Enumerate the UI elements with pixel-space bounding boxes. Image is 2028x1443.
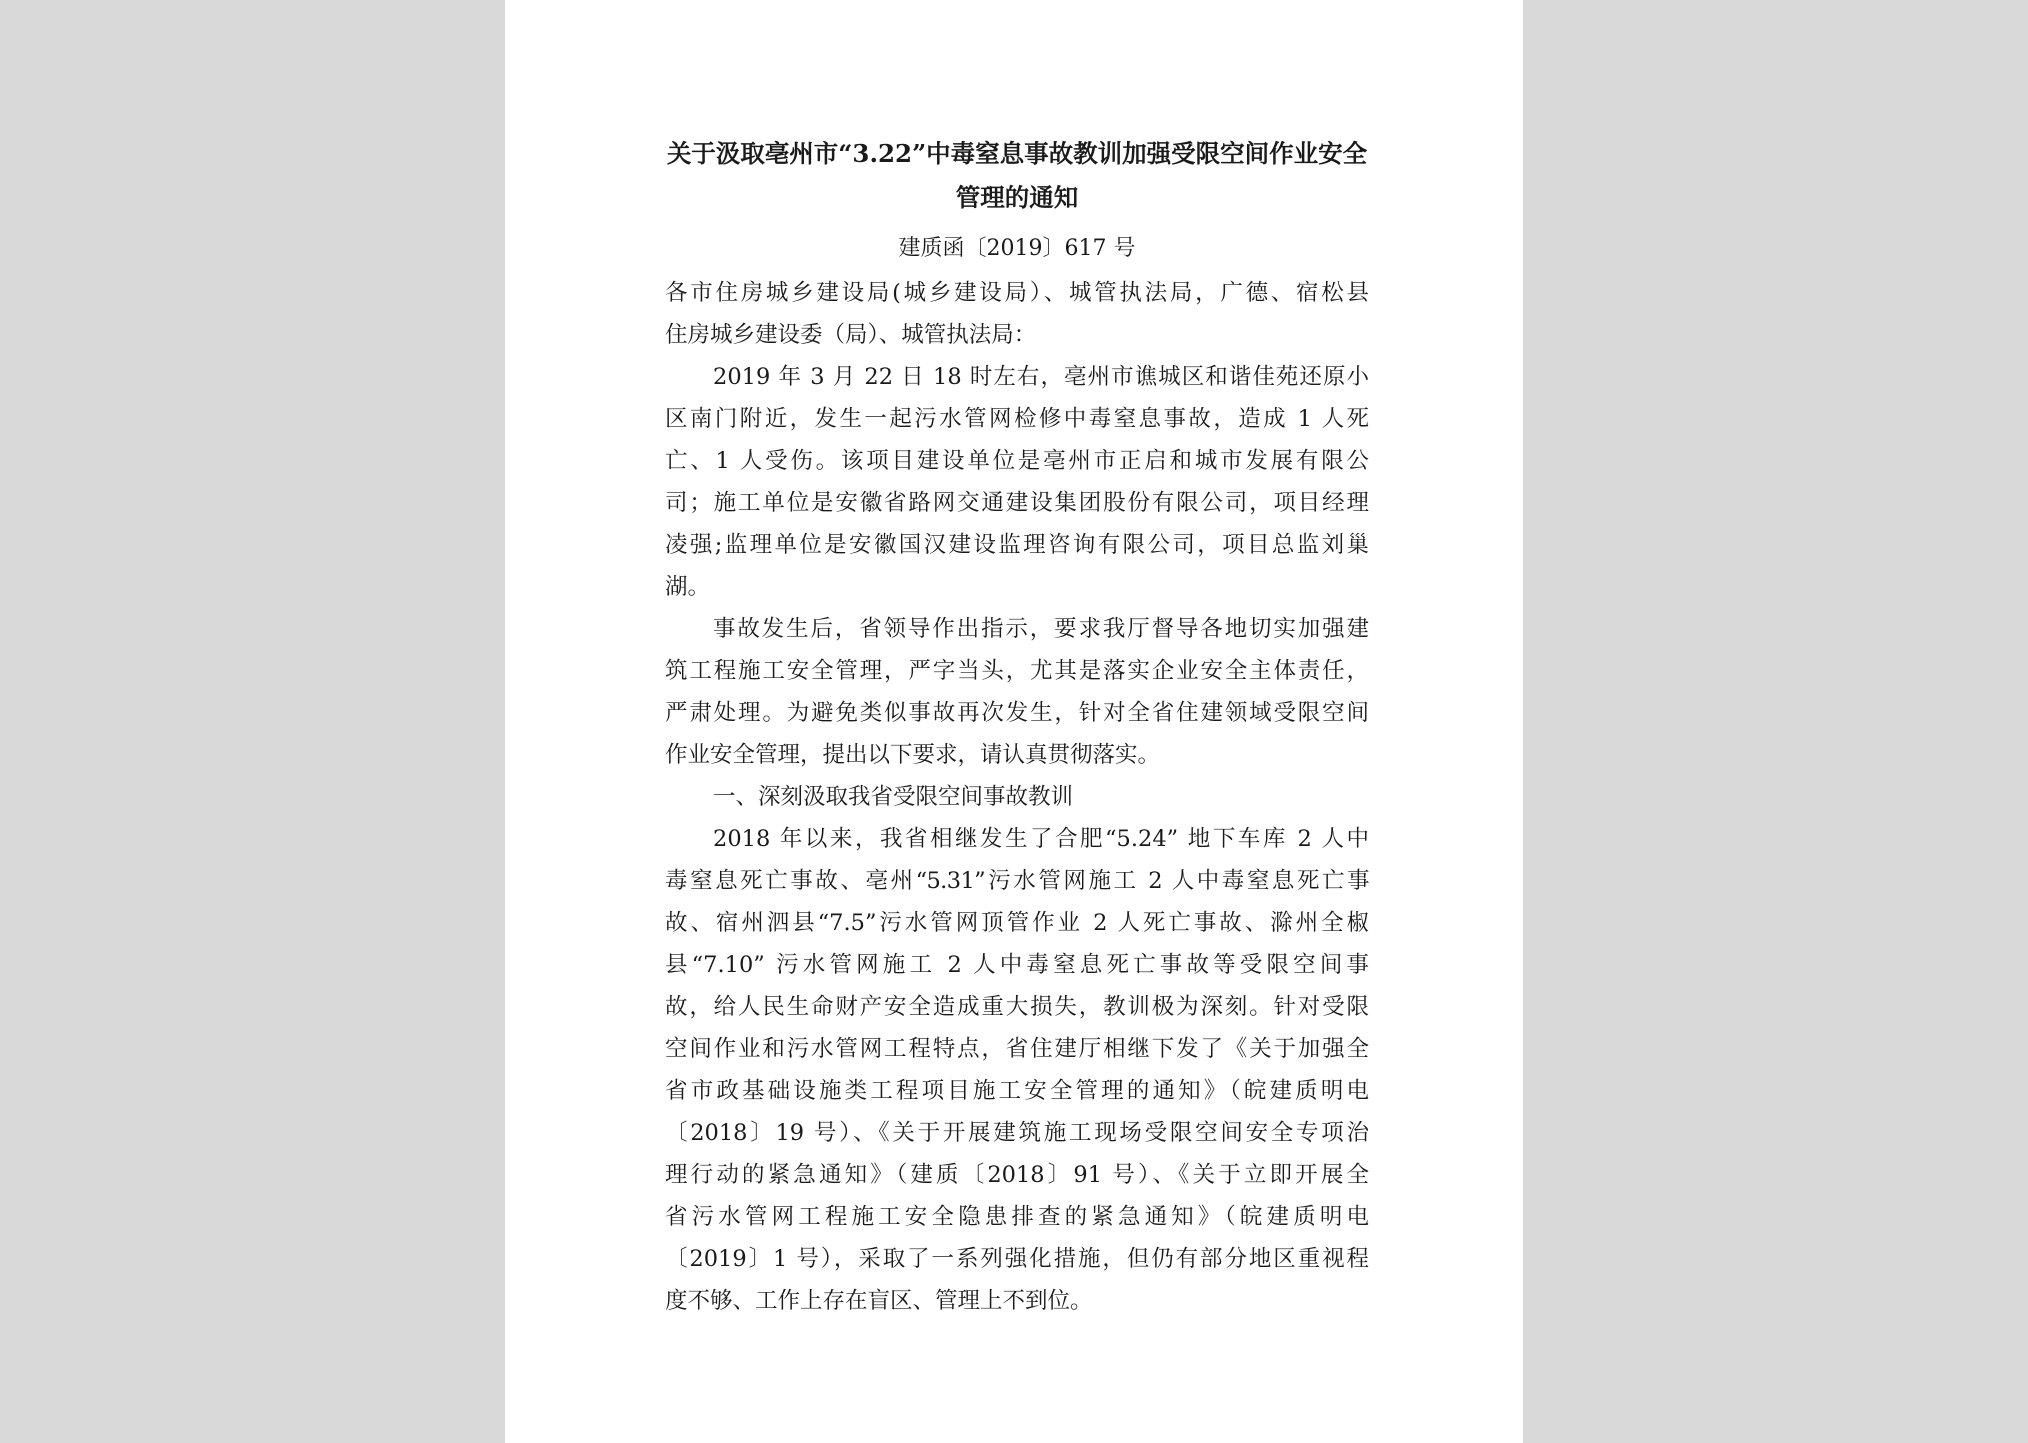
body-line: 亡、1 人受伤。该项目建设单位是亳州市正启和城市发展有限公	[665, 448, 1369, 474]
body-line: 空间作业和污水管网工程特点，省住建厅相继下发了《关于加强全	[665, 1036, 1369, 1062]
title-line: 关于汲取亳州市“3.22”中毒窒息事故教训加强受限空间作业安全	[666, 139, 1368, 168]
body-line: 故、宿州泗县“7.5”污水管网顶管作业 2 人死亡事故、滁州全椒	[665, 910, 1369, 936]
body-line: 省污水管网工程施工安全隐患排查的紧急通知》（皖建质明电	[665, 1204, 1369, 1230]
body-line: 〔2019〕1 号），采取了一系列强化措施，但仍有部分地区重视程	[665, 1246, 1369, 1272]
body-line: 省市政基础设施类工程项目施工安全管理的通知》（皖建质明电	[665, 1078, 1369, 1104]
body-line: 事故发生后，省领导作出指示，要求我厅督导各地切实加强建	[713, 616, 1369, 642]
page-content	[665, 132, 1369, 1322]
document-number: 建质函〔2019〕617 号	[898, 236, 1136, 261]
body-line: 区南门附近，发生一起污水管网检修中毒窒息事故，造成 1 人死	[665, 406, 1369, 432]
document-body	[665, 272, 1369, 1322]
body-line: 毒窒息死亡事故、亳州“5.31”污水管网施工 2 人中毒窒息死亡事	[665, 868, 1369, 894]
body-line: 凌强;监理单位是安徽国汉建设监理咨询有限公司，项目总监刘巢	[665, 532, 1369, 558]
body-line: 司；施工单位是安徽省路网交通建设集团股份有限公司，项目经理	[665, 490, 1369, 516]
body-line: 2018 年以来，我省相继发生了合肥“5.24” 地下车库 2 人中	[713, 826, 1369, 852]
body-line: 2019 年 3 月 22 日 18 时左右，亳州市谯城区和谐佳苑还原小	[713, 364, 1369, 390]
document-page	[505, 0, 1523, 1443]
document-title	[665, 132, 1369, 220]
body-line: 故，给人民生命财产安全造成重大损失，教训极为深刻。针对受限	[665, 994, 1369, 1020]
body-line: 筑工程施工安全管理，严字当头，尤其是落实企业安全主体责任，	[665, 658, 1369, 684]
body-line: 作业安全管理，提出以下要求，请认真贯彻落实。	[665, 742, 1161, 768]
body-line: 各市住房城乡建设局(城乡建设局）、城管执法局，广德、宿松县	[665, 280, 1369, 306]
body-line: 度不够、工作上存在盲区、管理上不到位。	[665, 1288, 1093, 1314]
body-line: 住房城乡建设委（局）、城管执法局：	[665, 322, 1037, 348]
title-line: 管理的通知	[955, 183, 1079, 212]
section-heading: 一、深刻汲取我省受限空间事故教训	[713, 784, 1074, 810]
body-line: 严肃处理。为避免类似事故再次发生，针对全省住建领域受限空间	[665, 700, 1369, 726]
body-line: 县“7.10” 污水管网施工 2 人中毒窒息死亡事故等受限空间事	[665, 952, 1369, 978]
body-line: 〔2018〕19 号）、《关于开展建筑施工现场受限空间安全专项治	[665, 1120, 1369, 1146]
body-line: 理行动的紧急通知》（建质〔2018〕91 号）、《关于立即开展全	[665, 1162, 1369, 1188]
body-line: 湖。	[665, 574, 711, 600]
